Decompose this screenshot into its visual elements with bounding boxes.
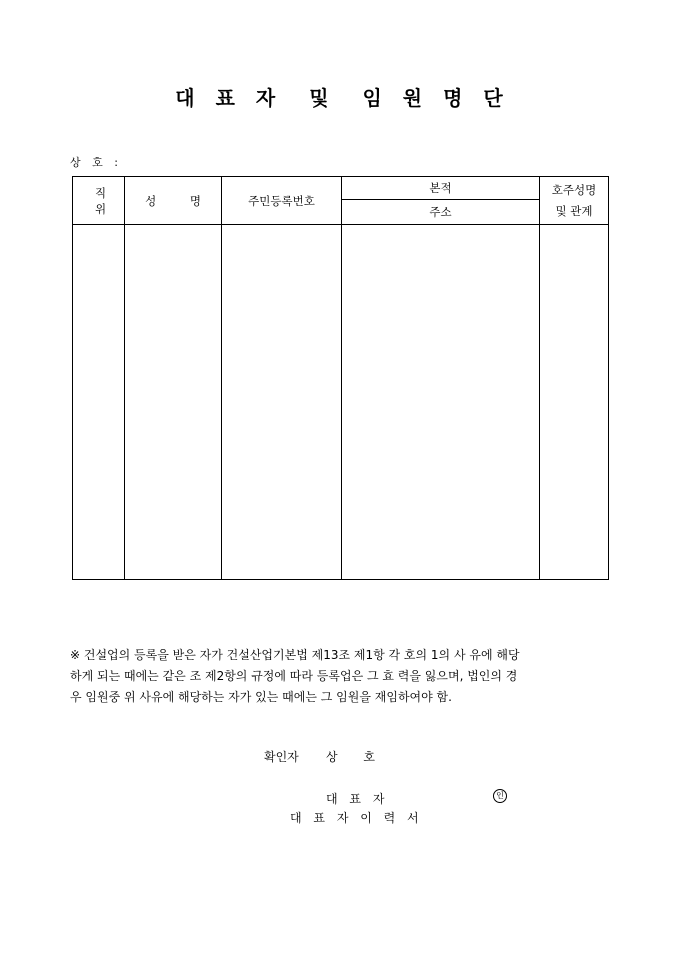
roster-table: [72, 176, 609, 580]
title-char: 표: [215, 86, 237, 110]
header-address: 주소: [342, 200, 540, 225]
notice-line: 우 임원중 위 사유에 해당하는 자가 있는 때에는 그 임원을 재임하여야 함.: [70, 690, 452, 704]
title-char: 대: [175, 86, 197, 110]
cell-resident-number[interactable]: [222, 225, 342, 580]
header-position: 직 위: [73, 177, 125, 225]
table-row: [73, 225, 609, 580]
cell-name[interactable]: [125, 225, 222, 580]
cell-household-head[interactable]: [540, 225, 609, 580]
seal-mark: 인: [493, 789, 507, 803]
document-title: [0, 82, 680, 111]
table-header-row: [73, 177, 609, 200]
confirmer-company-label: 상 호: [326, 750, 375, 764]
header-household-line1: 호주성명: [551, 182, 597, 197]
notice-text: [70, 645, 612, 708]
representative-resume-label: 대 표 자 이 력 서: [290, 811, 423, 825]
title-char: 명: [443, 86, 465, 110]
cell-domicile-address[interactable]: [342, 225, 540, 580]
notice-line: ※ 건설업의 등록을 받은 자가 건설산업기본법 제13조 제1항 각 호의 1의 사 유에 해당: [70, 648, 520, 662]
confirmer-label: 확인자: [264, 750, 299, 764]
cell-position[interactable]: [73, 225, 125, 580]
header-household-head: [540, 177, 609, 225]
title-char: 및: [309, 86, 331, 110]
title-char: 자: [255, 86, 278, 110]
header-name: 성 명: [125, 177, 222, 225]
title-char: 단: [483, 86, 505, 110]
title-char: 임: [362, 86, 384, 110]
company-name-label: 상 호 :: [70, 156, 122, 169]
representative-label: 대 표 자: [326, 792, 389, 806]
title-char: 원: [402, 86, 425, 110]
header-domicile: 본적: [342, 177, 540, 200]
header-resident-number: 주민등록번호: [222, 177, 342, 225]
notice-line: 하게 되는 때에는 같은 조 제2항의 규정에 따라 등록업은 그 효 력을 잃으며, 법인의 경: [70, 669, 518, 683]
header-household-line2: 및 관계: [555, 203, 593, 218]
